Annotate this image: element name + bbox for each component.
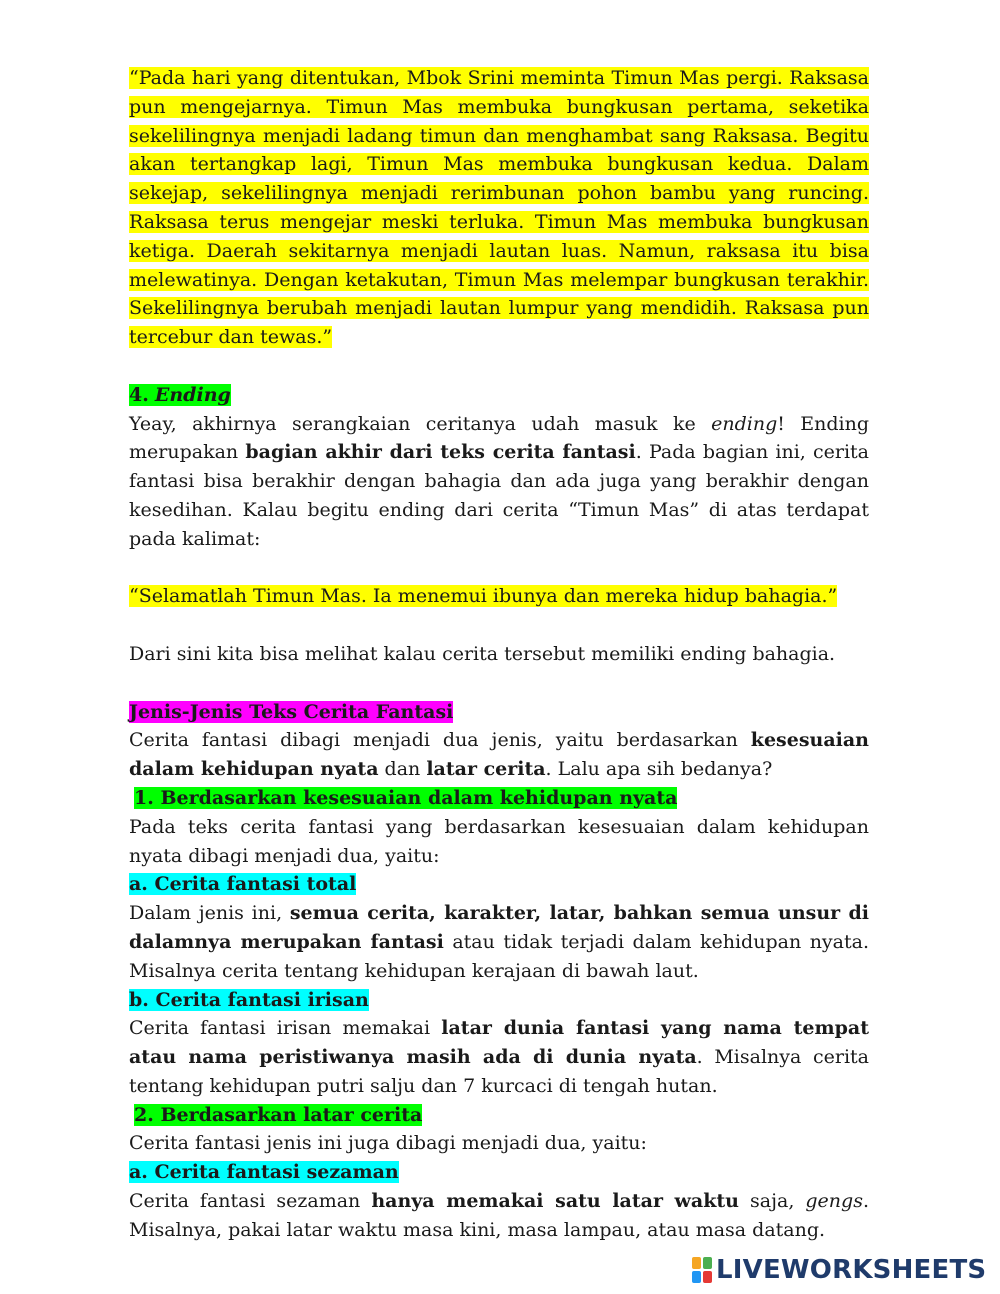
type-a2-paragraph <box>129 1187 869 1245</box>
subheading-1-title: 1. Berdasarkan kesesuaian dalam kehidupan nyata <box>134 786 678 809</box>
subheading-2-title: 2. Berdasarkan latar cerita <box>134 1103 423 1126</box>
types-title: Jenis-Jenis Teks Cerita Fantasi <box>129 700 454 723</box>
logo-square-2 <box>703 1257 712 1269</box>
type-a1-heading <box>129 870 869 899</box>
ending-paragraph <box>129 410 869 554</box>
types-heading <box>129 698 869 727</box>
ending-number: 4. <box>129 383 149 406</box>
spacer <box>129 554 869 583</box>
subheading-2 <box>129 1101 869 1130</box>
logo-square-3 <box>692 1271 701 1283</box>
type-b1-heading <box>129 986 869 1015</box>
liveworksheets-watermark <box>692 1252 986 1288</box>
type-a2-text-1: Cerita fantasi sezaman <box>129 1190 372 1213</box>
type-a2-text-5: . Misalnya, pakai latar waktu masa kini, masa lampau, atau masa datang. <box>129 1190 869 1241</box>
ending-quote-paragraph <box>129 582 869 611</box>
spacer <box>129 352 869 381</box>
type-a1-text-2: semua cerita, karakter, latar, bahkan semua unsur di dalamnya merupakan fantasi <box>129 902 870 953</box>
type-a2-text-2: hanya memakai satu latar waktu <box>371 1190 739 1213</box>
ending-conclusion: Dari sini kita bisa melihat kalau cerita tersebut memiliki ending bahagia. <box>129 642 836 665</box>
ending-heading <box>129 381 869 410</box>
types-intro-4: latar cerita <box>426 758 546 781</box>
liveworksheets-logo-icon <box>692 1257 712 1283</box>
type-b1-title: b. Cerita fantasi irisan <box>129 988 369 1011</box>
type-a2-heading <box>129 1158 869 1187</box>
type-a1-text-3: atau tidak terjadi dalam kehidupan nyata. Misalnya cerita tentang kehidupan kerajaan di bawah laut. <box>129 930 870 982</box>
types-intro-5: . Lalu apa sih bedanya? <box>545 758 773 781</box>
ending-text-2: ending <box>711 412 778 435</box>
type-b1-text-1: Cerita fantasi irisan memakai <box>129 1017 442 1040</box>
type-a1-paragraph <box>129 899 869 985</box>
ending-title: Ending <box>154 383 231 406</box>
types-intro-1: Cerita fantasi dibagi menjadi dua jenis, yaitu berdasarkan <box>129 729 751 752</box>
types-intro-2: kesesuaian dalam kehidupan nyata <box>129 729 869 781</box>
story-quote-paragraph <box>129 64 869 352</box>
type-b1-paragraph <box>129 1014 869 1100</box>
story-quote-text: “Pada hari yang ditentukan, Mbok Srini meminta Timun Mas pergi. Raksasa pun mengejarnya. Timun Mas membuka bungkusan pertama, seketika sekelilingnya menjadi ladang timun dan menghambat sang Raksasa. Begitu akan tertangkap lagi, Timun Mas membuka bungkusan kedua. Dalam sekejap, sekelilingnya menjadi rerimbunan pohon bambu yang runcing. Raksasa terus mengejar meski terluka. Timun Mas membuka bungkusan ketiga. Daerah sekitarnya menjadi lautan luas. Namun, raksasa itu bisa melewatinya. Dengan ketakutan, Timun Mas melempar bungkusan terakhir. Sekelilingnya berubah menjadi lautan lumpur yang mendidih. Raksasa pun tercebur dan tewas.” <box>129 67 869 349</box>
ending-text-1: Yeay, akhirnya serangkaian ceritanya udah masuk ke <box>129 412 712 435</box>
logo-square-4 <box>703 1271 712 1283</box>
ending-text-5: . Pada bagian ini, cerita fantasi bisa berakhir dengan bahagia dan ada juga yang berakhir dengan kesedihan. Kalau begitu ending dari cerita “Timun Mas” di atas terdapat pada kalimat: <box>129 441 870 550</box>
spacer <box>129 669 869 698</box>
subheading-2-text: Cerita fantasi jenis ini juga dibagi menjadi dua, yaitu: <box>129 1132 647 1155</box>
ending-text-4: bagian akhir dari teks cerita fantasi <box>245 441 636 464</box>
ending-text-3: ! Ending merupakan <box>129 412 869 464</box>
spacer <box>129 611 869 640</box>
type-a1-title: a. Cerita fantasi total <box>129 873 357 896</box>
document-page <box>129 64 869 1245</box>
type-a2-title: a. Cerita fantasi sezaman <box>129 1161 399 1184</box>
types-intro <box>129 726 869 784</box>
type-a2-text-3: saja, <box>738 1190 806 1213</box>
type-b1-text-3: . Misalnya cerita tentang kehidupan putri salju dan 7 kurcaci di tengah hutan. <box>129 1046 869 1097</box>
subheading-1-text: Pada teks cerita fantasi yang berdasarkan kesesuaian dalam kehidupan nyata dibagi menjadi dua, yaitu: <box>129 815 869 867</box>
ending-quote: “Selamatlah Timun Mas. Ia menemui ibunya dan mereka hidup bahagia.” <box>129 585 838 608</box>
types-intro-3: dan <box>378 758 427 781</box>
type-a1-text-1: Dalam jenis ini, <box>129 902 290 925</box>
logo-square-1 <box>692 1257 701 1269</box>
subheading-1 <box>129 784 869 813</box>
liveworksheets-text: LIVEWORKSHEETS <box>716 1255 987 1285</box>
type-b1-text-2: latar dunia fantasi yang nama tempat atau nama peristiwanya masih ada di dunia nyata <box>129 1017 869 1069</box>
type-a2-text-4: gengs <box>805 1190 863 1213</box>
